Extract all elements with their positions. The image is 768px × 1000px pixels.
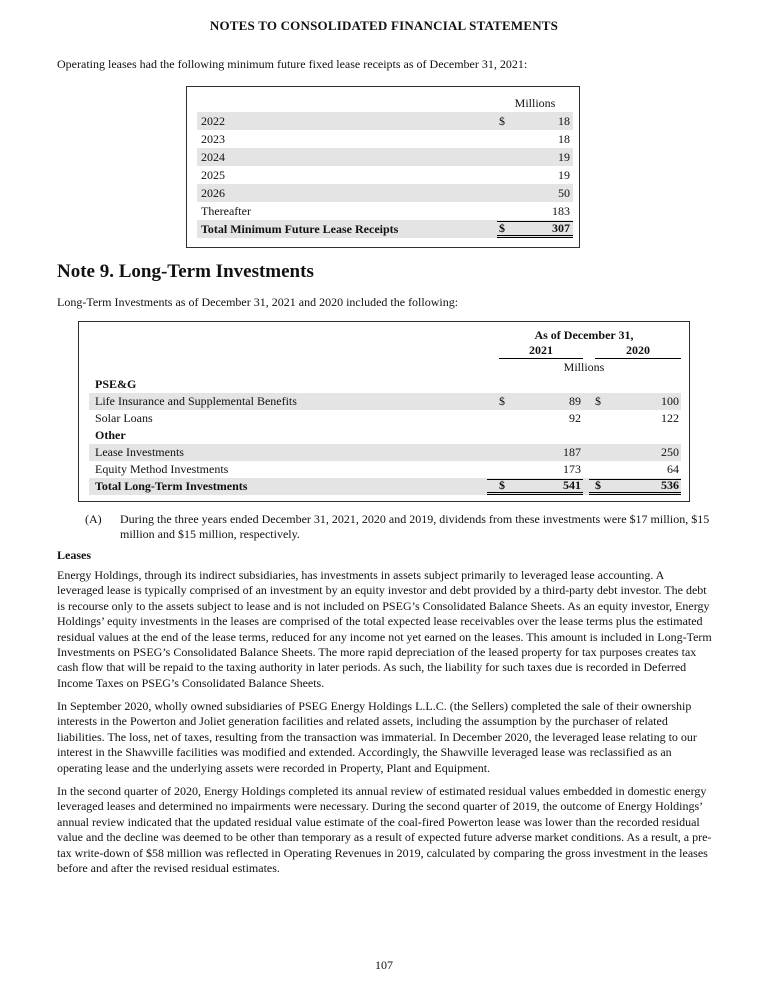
table-row xyxy=(89,393,681,410)
table-row xyxy=(197,112,573,130)
dollar-sign: $ xyxy=(499,478,505,492)
table-section-row xyxy=(89,427,681,444)
table-total-row xyxy=(89,478,681,495)
note-9-heading: Note 9. Long-Term Investments xyxy=(57,261,314,282)
row-value: 183 xyxy=(552,203,570,218)
table-row xyxy=(197,202,573,220)
table-total-row xyxy=(197,220,573,238)
dollar-sign: $ xyxy=(595,394,601,408)
row-label: 2025 xyxy=(201,167,225,182)
row-label: Total Long-Term Investments xyxy=(95,479,248,493)
unit-header: Millions xyxy=(563,360,605,374)
table-row xyxy=(197,148,573,166)
row-value-2021: 187 xyxy=(563,445,581,459)
row-label: Lease Investments xyxy=(95,445,184,459)
row-value: 19 xyxy=(558,167,570,182)
footnote-marker: (A) xyxy=(85,512,102,526)
table-row xyxy=(89,444,681,461)
paragraph-leveraged-lease: Energy Holdings, through its indirect subsidiaries, has investments in assets subject primarily to leveraged lease accounting. A leveraged lease is typically comprised of an investment by an equity investor and debt provided by a third-party debt investor. The debt is recourse only to the assets subject to lease and is not included on PSEG’s Consolidated Balance Sheets. As an equity investor, Energy Holdings’ equity investments in the leases are comprised of the total expected lease receivables over the lease terms plus the estimated residual values at the end of the lease terms, reduced for any income not yet earned on the leases. This amount is included in Long-Term Investments on PSEG’s Consolidated Balance Sheets. The more rapid depreciation of the leased property for tax purposes creates tax cash flow that will be repaid to the taxing authority in later periods. As such, the liability for such taxes due is recorded in Deferred Income Taxes on PSEG’s Consolidated Balance Sheets. xyxy=(57,568,712,690)
row-label: Thereafter xyxy=(201,203,251,218)
spacer xyxy=(89,328,487,376)
row-value-2020: 536 xyxy=(661,478,679,492)
table-row xyxy=(197,166,573,184)
investments-intro: Long-Term Investments as of December 31, 2021 and 2020 included the following: xyxy=(57,295,459,309)
table-row xyxy=(89,461,681,478)
footnote-a xyxy=(85,512,713,543)
table-row xyxy=(197,184,573,202)
table-row xyxy=(89,410,681,427)
paragraph-powerton-joliet: In September 2020, wholly owned subsidiaries of PSEG Energy Holdings L.L.C. (the Sellers) completed the sale of their ownership interests in the Powerton and Joliet generation facilities and related assets, including the assumption by the purchaser of related liabilities. The loss, net of taxes, resulting from the transaction was immaterial. In December 2020, the leveraged lease relating to our interest in the Shawville facilities was modified and extended. Accordingly, the Shawville leveraged lease was reclassified as an operating lease and the underlying assets were recorded in Property, Plant and Equipment. xyxy=(57,699,697,775)
long-term-investments-table xyxy=(78,321,690,502)
column-header-2021: 2021 xyxy=(499,343,583,359)
row-value: 18 xyxy=(558,113,570,128)
dollar-sign: $ xyxy=(499,113,505,128)
row-label: 2023 xyxy=(201,131,225,146)
row-value-2021: 92 xyxy=(569,411,581,425)
column-header-2020: 2020 xyxy=(595,343,681,359)
row-value: 50 xyxy=(558,185,570,200)
row-value-2020: 122 xyxy=(661,411,679,425)
row-label: Life Insurance and Supplemental Benefits xyxy=(95,394,297,408)
lease-receipts-intro: Operating leases had the following minimum future fixed lease receipts as of December 31, 2021: xyxy=(57,57,528,71)
row-value-2021: 541 xyxy=(563,478,581,492)
date-header: As of December 31, xyxy=(534,328,634,342)
row-value: 18 xyxy=(558,131,570,146)
unit-header: Millions xyxy=(514,96,556,110)
row-value-2020: 100 xyxy=(661,394,679,408)
row-label: Solar Loans xyxy=(95,411,153,425)
dollar-sign: $ xyxy=(499,220,505,235)
lease-receipts-table xyxy=(186,86,580,248)
row-value: 19 xyxy=(558,149,570,164)
leases-heading: Leases xyxy=(57,548,91,562)
row-value-2021: 173 xyxy=(563,462,581,476)
table-row xyxy=(197,130,573,148)
row-label: Equity Method Investments xyxy=(95,462,229,476)
document-title: NOTES TO CONSOLIDATED FINANCIAL STATEMENTS xyxy=(209,18,559,33)
section-label: PSE&G xyxy=(95,377,137,391)
row-label: 2024 xyxy=(201,149,225,164)
row-value-2020: 64 xyxy=(667,462,679,476)
page-number: 107 xyxy=(375,958,393,972)
paragraph-residual-review: In the second quarter of 2020, Energy Holdings completed its annual review of estimated residual values embedded in domestic energy leveraged leases and determined no impairments were necessary. During the second quarter of 2019, the outcome of Energy Holdings’ annual review indicated that the updated residual value estimate of the coal-fired Powerton lease was lower than the recorded residual value and the decline was deemed to be other than temporary as a result of expected future adverse market conditions. As a result, a pre-tax write-down of $58 million was reflected in Operating Revenues in 2019, calculated by comparing the gross investment in the leases before and after the revised residual estimates. xyxy=(57,784,712,876)
dollar-sign: $ xyxy=(595,478,601,492)
row-label: 2026 xyxy=(201,185,225,200)
table-unit-header-row xyxy=(197,95,573,112)
row-value-2021: 89 xyxy=(569,394,581,408)
table-section-row xyxy=(89,376,681,393)
row-value: 307 xyxy=(552,220,570,235)
row-label: Total Minimum Future Lease Receipts xyxy=(201,221,399,236)
dollar-sign: $ xyxy=(499,394,505,408)
row-label: 2022 xyxy=(201,113,225,128)
section-label: Other xyxy=(95,428,126,442)
row-value-2020: 250 xyxy=(661,445,679,459)
table-header xyxy=(89,328,681,376)
footnote-text: During the three years ended December 31, 2021, 2020 and 2019, dividends from these investments were $17 million, $15 million and $15 million, respectively. xyxy=(120,512,710,542)
